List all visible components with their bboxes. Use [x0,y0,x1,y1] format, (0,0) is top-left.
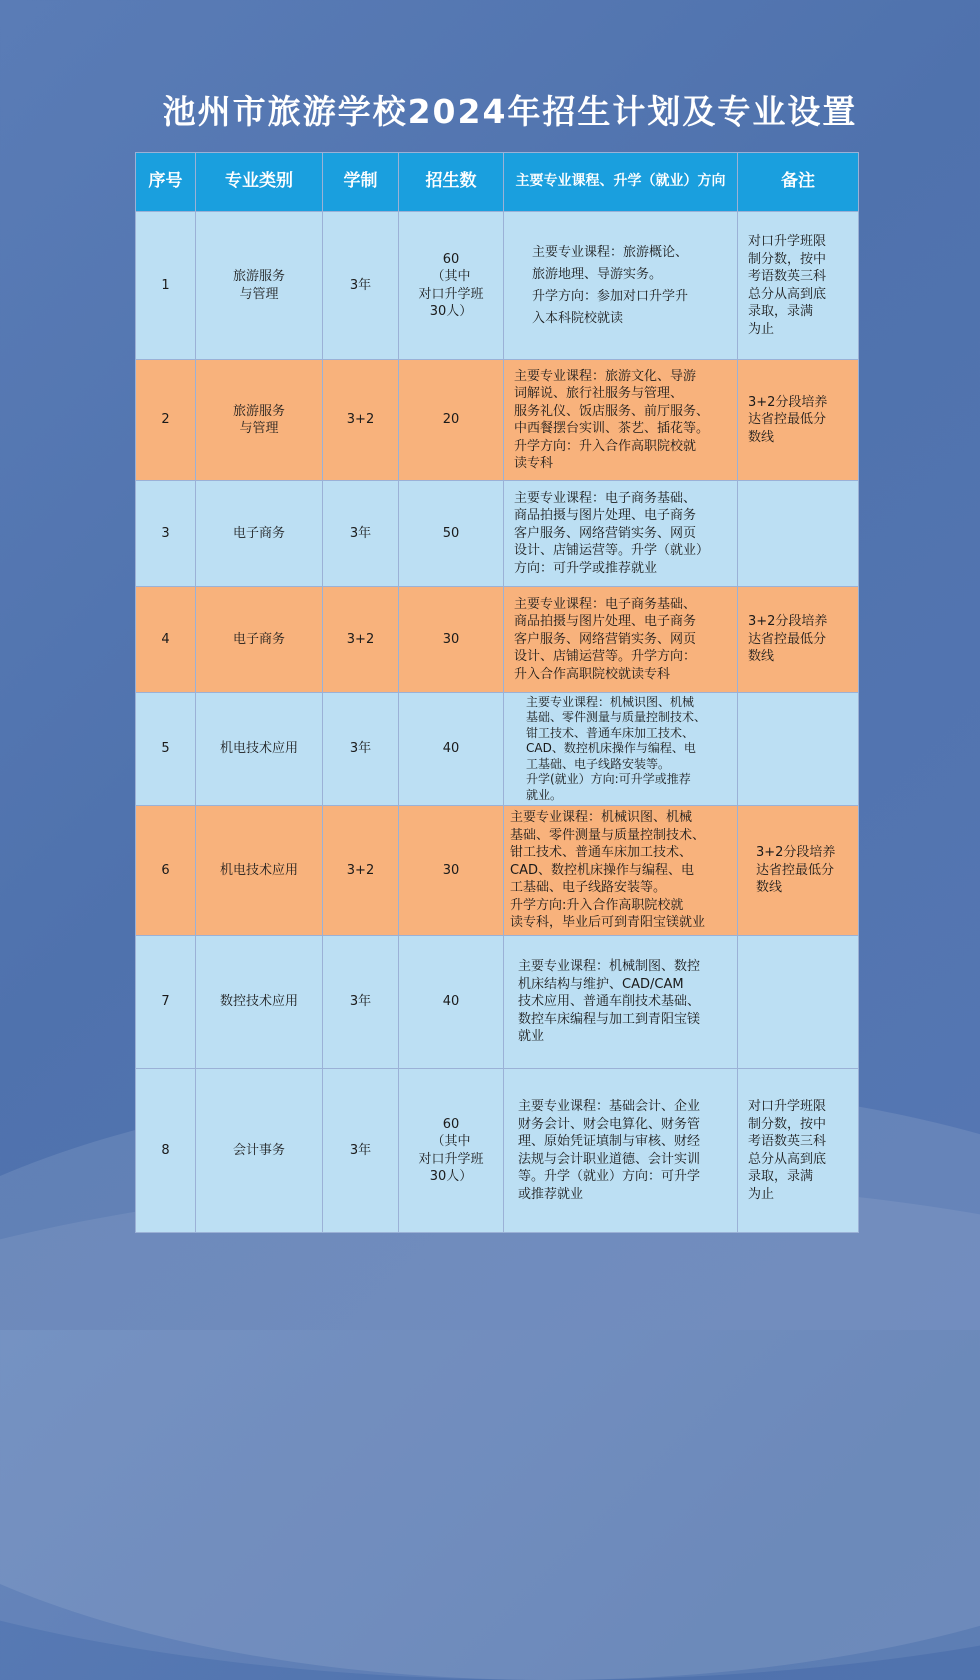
cell-enrollment: 60 （其中 对口升学班 30人） [399,1069,504,1233]
table-row [136,806,859,936]
cell-duration: 3年 [323,693,399,806]
cell-major: 电子商务 [196,587,323,693]
table-row [136,936,859,1069]
cell-notes-wrap [738,587,859,693]
header-notes: 备注 [738,153,859,212]
table-row [136,1069,859,1233]
cell-enrollment: 50 [399,481,504,587]
table-row [136,212,859,360]
cell-notes: 3+2分段培养 达省控最低分 数线 [756,845,836,896]
cell-no: 5 [136,693,196,806]
cell-courses: 主要专业课程：电子商务基础、 商品拍摄与图片处理、电子商务 客户服务、网络营销实务、网页 设计、店铺运营等。升学方向： 升入合作高职院校就读专科 [514,596,697,682]
page-title: 池州市旅游学校2024年招生计划及专业设置 [162,92,858,131]
cell-enrollment: 40 [399,936,504,1069]
cell-notes-wrap [738,360,859,481]
table-row [136,481,859,587]
cell-major: 旅游服务 与管理 [196,212,323,360]
cell-courses: 主要专业课程：机械识图、机械 基础、零件测量与质量控制技术、 钳工技术、普通车床加工技术、 CAD、数控机床操作与编程、电 工基础、电子线路安装等。 升学(就业）方向:可升学或推荐 就业。 [526,694,707,802]
cell-no: 3 [136,481,196,587]
cell-duration: 3年 [323,212,399,360]
cell-major: 数控技术应用 [196,936,323,1069]
cell-no: 8 [136,1069,196,1233]
header-no: 序号 [136,153,196,212]
cell-notes: 3+2分段培养 达省控最低分 数线 [748,394,828,445]
cell-courses-wrap [504,1069,738,1233]
cell-major: 电子商务 [196,481,323,587]
cell-no: 1 [136,212,196,360]
cell-enrollment: 30 [399,587,504,693]
cell-duration: 3年 [323,481,399,587]
cell-no: 4 [136,587,196,693]
cell-notes: 3+2分段培养 达省控最低分 数线 [748,614,828,665]
cell-courses: 主要专业课程：旅游文化、导游 词解说、旅行社服务与管理、 服务礼仪、饭店服务、前厅服务、 中西餐摆台实训、茶艺、插花等。 升学方向：升入合作高职院校就 读专科 [514,368,710,471]
cell-enrollment: 40 [399,693,504,806]
cell-notes-wrap [738,806,859,936]
cell-major: 机电技术应用 [196,693,323,806]
cell-courses-wrap [504,693,738,806]
cell-enrollment: 60 （其中 对口升学班 30人） [399,212,504,360]
cell-major: 机电技术应用 [196,806,323,936]
cell-no: 2 [136,360,196,481]
header-duration: 学制 [323,153,399,212]
cell-courses-wrap [504,936,738,1069]
cell-enrollment: 20 [399,360,504,481]
table-header-row [136,153,859,212]
cell-major: 旅游服务 与管理 [196,360,323,481]
cell-courses: 主要专业课程：电子商务基础、 商品拍摄与图片处理、电子商务 客户服务、网络营销实务、网页 设计、店铺运营等。升学（就业） 方向：可升学或推荐就业 [514,490,710,576]
cell-courses: 主要专业课程：旅游概论、 旅游地理、导游实务。 升学方向：参加对口升学升 入本科院校就读 [532,244,689,326]
cell-notes: 对口升学班限 制分数，按中 考语数英三科 总分从高到底 录取，录满 为止 [748,1099,827,1202]
table-row [136,360,859,481]
cell-courses-wrap [504,360,738,481]
header-courses: 主要专业课程、升学（就业）方向 [504,153,738,212]
cell-notes-wrap [738,1069,859,1233]
table-row [136,693,859,806]
header-enrollment: 招生数 [399,153,504,212]
cell-courses: 主要专业课程：机械识图、机械 基础、零件测量与质量控制技术、 钳工技术、普通车床加工技术、 CAD、数控机床操作与编程、电 工基础、电子线路安装等。 升学方向:升入合作高职院校就 读专科，毕业后可到青阳宝镁就业 [510,810,706,931]
enrollment-table [135,152,859,1233]
cell-notes-wrap [738,212,859,360]
cell-duration: 3年 [323,936,399,1069]
cell-courses-wrap [504,806,738,936]
cell-courses: 主要专业课程：机械制图、数控 机床结构与维护、CAD/CAM 技术应用、普通车削技术基础、 数控车床编程与加工到青阳宝镁 就业 [518,959,701,1045]
cell-courses-wrap [504,587,738,693]
cell-no: 6 [136,806,196,936]
cell-courses-wrap [504,481,738,587]
cell-notes-wrap [738,481,859,587]
cell-major: 会计事务 [196,1069,323,1233]
cell-no: 7 [136,936,196,1069]
cell-duration: 3+2 [323,806,399,936]
cell-courses: 主要专业课程：基础会计、企业 财务会计、财会电算化、财务管 理、原始凭证填制与审核、财经 法规与会计职业道德、会计实训 等。升学（就业）方向：可升学 或推荐就业 [518,1099,701,1202]
cell-courses-wrap [504,212,738,360]
cell-notes-wrap [738,936,859,1069]
background-wave [0,1180,980,1680]
cell-enrollment: 30 [399,806,504,936]
cell-duration: 3+2 [323,587,399,693]
cell-duration: 3年 [323,1069,399,1233]
cell-duration: 3+2 [323,360,399,481]
cell-notes: 对口升学班限 制分数，按中 考语数英三科 总分从高到底 录取，录满 为止 [748,234,827,337]
table-row [136,587,859,693]
cell-notes-wrap [738,693,859,806]
header-major: 专业类别 [196,153,323,212]
